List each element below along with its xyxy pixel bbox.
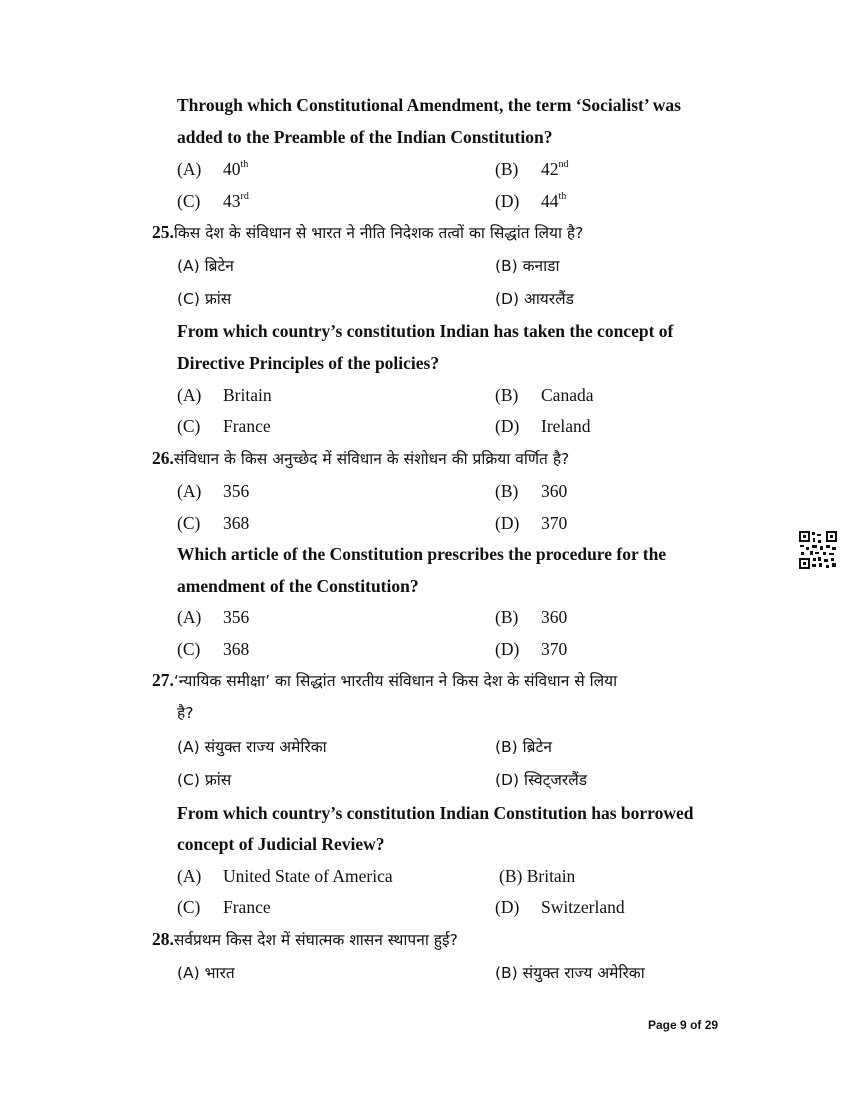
q25-option-a: (A) Britain: [177, 385, 272, 405]
q26-option-a: (A) 356: [177, 607, 250, 627]
q27-option-c: (C) France: [177, 897, 271, 917]
q27-hi-line2: है?: [177, 704, 194, 722]
q26-en-line2: amendment of the Constitution?: [177, 576, 419, 596]
total-pages: 29: [704, 1018, 719, 1032]
q26-number: 26.: [152, 448, 174, 468]
page-number-footer: Page 9 of 29: [648, 1018, 719, 1032]
current-page: 9: [680, 1018, 687, 1032]
q25-hi-text: किस देश के संविधान से भारत ने नीति निदेशक तत्वों का सिद्धांत लिया है?: [173, 224, 584, 242]
q24-en-line1: Through which Constitutional Amendment, the term ‘Socialist’ was: [177, 95, 681, 115]
q27-en-line1: From which country’s constitution Indian Constitution has borrowed: [177, 803, 694, 823]
q26-hi-text: संविधान के किस अनुच्छेद में संविधान के संशोधन की प्रक्रिया वर्णित है?: [173, 450, 570, 468]
q25-option-c: (C) France: [177, 416, 271, 436]
q28-hi-option-a: (A) भारत: [177, 964, 235, 982]
q27-hi-option-d: (D) स्विट्जरलैंड: [495, 771, 588, 789]
q27-hi-option-a: (A) संयुक्त राज्य अमेरिका: [177, 738, 327, 756]
qr-code-icon: [798, 530, 838, 570]
q25-hi-option-c: (C) फ्रांस: [177, 290, 232, 308]
q26-option-b: (B) 360: [495, 607, 568, 627]
q25-option-b: (B) Canada: [495, 385, 594, 405]
q26-hi-question: [152, 447, 569, 470]
q25-hi-question: [152, 221, 583, 244]
q25-option-d: (D) Ireland: [495, 416, 591, 436]
q27-option-a: (A) United State of America: [177, 866, 393, 886]
q27-number: 27.: [152, 670, 174, 690]
q25-number: 25.: [152, 222, 174, 242]
q27-hi-line1: ‘न्यायिक समीक्षा’ का सिद्धांत भारतीय संविधान ने किस देश के संविधान से लिया: [173, 672, 618, 690]
q26-hi-option-c: (C) 368: [177, 513, 250, 533]
q27-hi-option-b: (B) ब्रिटेन: [495, 738, 552, 756]
q26-en-line1: Which article of the Constitution prescribes the procedure for the: [177, 544, 667, 564]
q27-option-b: (B) Britain: [499, 866, 576, 886]
q26-hi-option-d: (D) 370: [495, 513, 568, 533]
q28-hi-option-b: (B) संयुक्त राज्य अमेरिका: [495, 964, 645, 982]
q25-hi-option-a: (A) ब्रिटेन: [177, 257, 234, 275]
q28-hi-question: [152, 928, 458, 951]
q25-en-line1: From which country’s constitution Indian has taken the concept of: [177, 321, 674, 341]
q26-option-d: (D) 370: [495, 639, 568, 659]
q26-option-c: (C) 368: [177, 639, 250, 659]
q28-hi-text: सर्वप्रथम किस देश में संघात्मक शासन स्थापना हुई?: [173, 931, 458, 949]
q27-option-d: (D) Switzerland: [495, 897, 625, 917]
q24-option-c: (C) 43rd: [177, 191, 249, 211]
q25-hi-option-d: (D) आयरलैंड: [495, 290, 574, 308]
q26-hi-option-a: (A) 356: [177, 481, 250, 501]
q25-en-line2: Directive Principles of the policies?: [177, 353, 440, 373]
q27-hi-question: [152, 669, 617, 692]
q24-option-b: (B) 42nd: [495, 159, 569, 179]
q27-hi-option-c: (C) फ्रांस: [177, 771, 232, 789]
q24-option-d: (D) 44th: [495, 191, 567, 211]
q24-option-a: (A) 40th: [177, 159, 249, 179]
q27-en-line2: concept of Judicial Review?: [177, 834, 385, 854]
q25-hi-option-b: (B) कनाडा: [495, 257, 560, 275]
q28-number: 28.: [152, 929, 174, 949]
q26-hi-option-b: (B) 360: [495, 481, 568, 501]
q24-en-line2: added to the Preamble of the Indian Constitution?: [177, 127, 553, 147]
